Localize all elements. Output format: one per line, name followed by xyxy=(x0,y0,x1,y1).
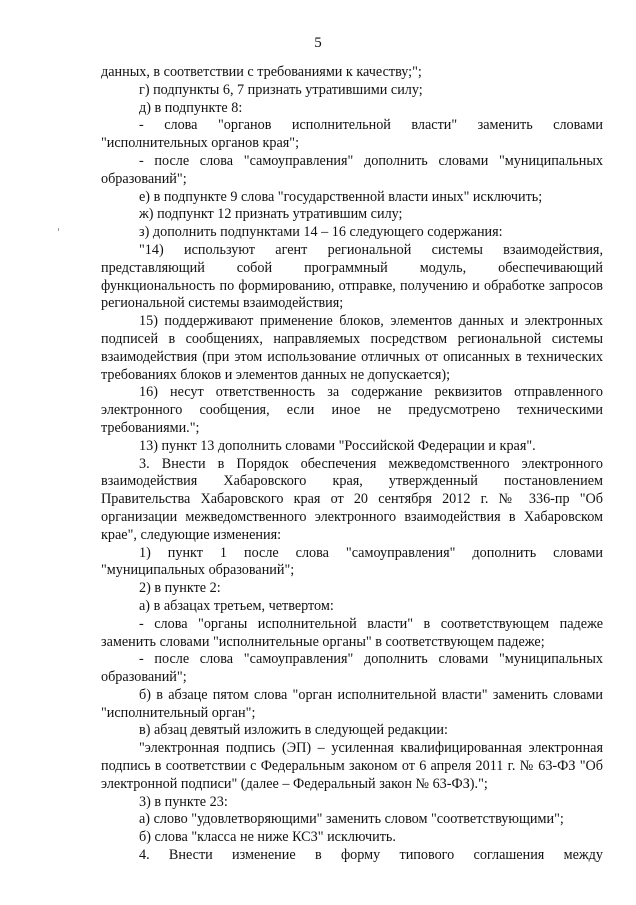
paragraph: е) в подпункте 9 слова "государственной власти иных" исключить; xyxy=(139,188,543,205)
margin-mark xyxy=(58,228,59,231)
paragraph: г) подпункты 6, 7 признать утратившими силу; xyxy=(139,81,423,98)
paragraph: 3) в пункте 23: xyxy=(139,793,228,810)
document-body xyxy=(101,64,603,865)
paragraph: ж) подпункт 12 признать утратившим силу; xyxy=(139,206,403,223)
paragraph: б) в абзаце пятом слова "орган исполнительной власти" заменить словами "исполнительный орган"; xyxy=(101,686,603,721)
paragraph: 13) пункт 13 дополнить словами "Российской Федерации и края". xyxy=(139,437,536,454)
paragraph: в) абзац девятый изложить в следующей редакции: xyxy=(139,722,448,739)
paragraph: "электронная подпись (ЭП) – усиленная квалифицированная электронная подпись в соответствии с Федеральным законом от 6 апреля 2011 г. № 63-ФЗ "Об электронной подписи" (далее – Федеральный закон № 63-ФЗ)."; xyxy=(101,740,603,792)
paragraph: з) дополнить подпунктами 14 – 16 следующего содержания: xyxy=(139,224,503,241)
paragraph: - после слова "самоуправления" дополнить словами "муниципальных образований"; xyxy=(101,152,603,187)
paragraph: данных, в соответствии с требованиями к качеству;"; xyxy=(101,64,422,80)
paragraph: 3. Внести в Порядок обеспечения межведомственного электронного взаимодействия Хабаровского края, утвержденный постановлением Правительства Хабаровского края от 20 сентября 2012 г. № 336-пр "Об организации межведомственного электронного взаимодействия в Хабаровском крае", следующие изменения: xyxy=(101,455,603,543)
paragraph: б) слова "класса не ниже КС3" исключить. xyxy=(139,829,396,846)
paragraph: а) слово "удовлетворяющими" заменить словом "соответствующими"; xyxy=(139,811,564,828)
paragraph: 15) поддерживают применение блоков, элементов данных и электронных подписей в сообщениях, направляемых посредством региональной системы взаимодействия (при этом использование отличных от описанных в технических требованиях блоков и элементов данных не допускается); xyxy=(101,313,603,383)
paragraph: 1) пункт 1 после слова "самоуправления" дополнить словами "муниципальных образований"; xyxy=(101,544,603,579)
paragraph: 2) в пункте 2: xyxy=(139,580,221,597)
paragraph: 16) несут ответственность за содержание реквизитов отправленного электронного сообщения, если иное не предусмотрено техническими требованиями."; xyxy=(101,384,603,436)
page-number: 5 xyxy=(314,35,322,51)
paragraph: "14) используют агент региональной системы взаимодействия, представляющий собой программный модуль, обеспечивающий функциональность по формированию, отправке, получению и обработке запросов региональной системы взаимодействия; xyxy=(101,241,603,312)
paragraph: д) в подпункте 8: xyxy=(139,99,243,116)
paragraph: а) в абзацах третьем, четвертом: xyxy=(139,597,334,614)
paragraph: - слова "органов исполнительной власти" заменить словами "исполнительных органов края"; xyxy=(101,117,603,152)
paragraph: 4. Внести изменение в форму типового соглашения между xyxy=(139,847,603,864)
paragraph: - слова "органы исполнительной власти" в соответствующем падеже заменить словами "исполнительные органы" в соответствующем падеже; xyxy=(101,615,603,650)
paragraph: - после слова "самоуправления" дополнить словами "муниципальных образований"; xyxy=(101,651,603,686)
